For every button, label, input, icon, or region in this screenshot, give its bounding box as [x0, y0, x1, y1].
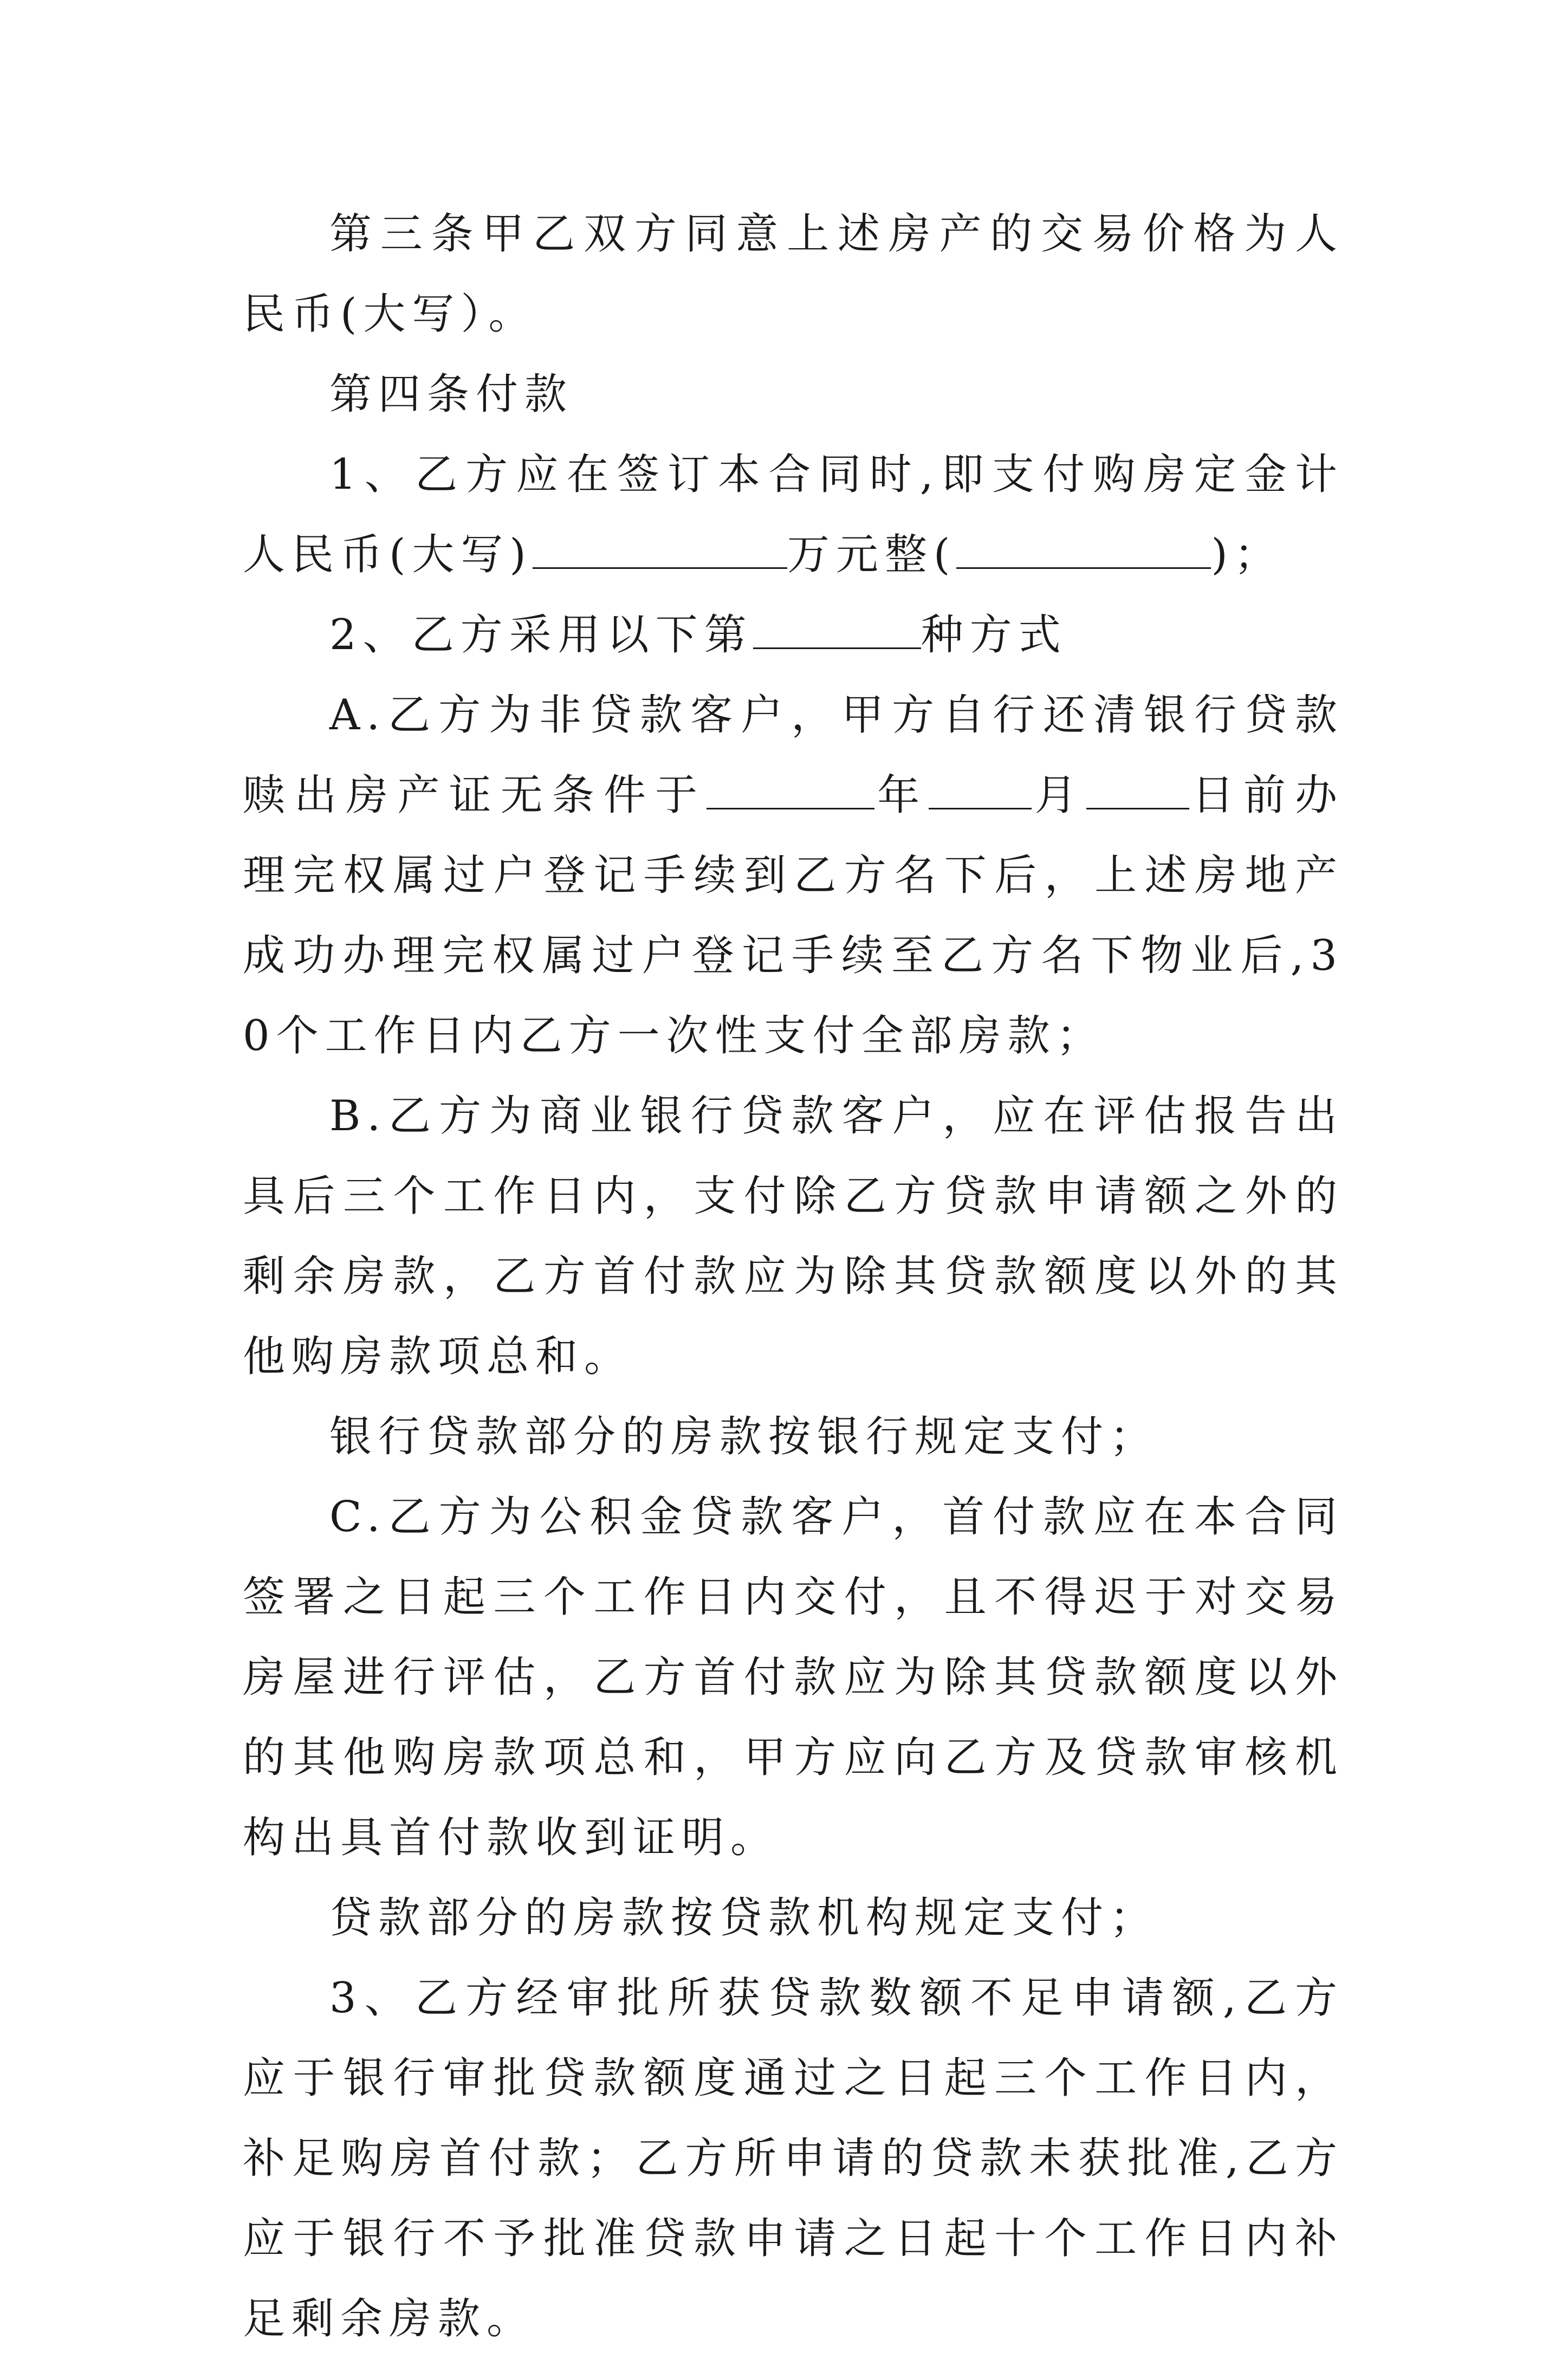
item-1-text-mid: 万元整( — [787, 530, 957, 579]
article-4-heading — [243, 354, 1344, 435]
item-3-text: 3、乙方经审批所获贷款数额不足申请额,乙方应于银行审批贷款额度通过之日起三个工作日内，补足购房首付款；乙方所申请的贷款未获批准,乙方应于银行不予批准贷款申请之日起十个工作日内补足剩余房款。 — [243, 1974, 1344, 2343]
month-blank — [929, 770, 1032, 809]
option-a-paragraph — [243, 675, 1344, 1076]
payment-method-blank — [753, 610, 921, 649]
deposit-amount-numeric-blank — [956, 529, 1211, 569]
option-a-text-start: A.乙方为非贷款客户，甲方自行还清银行贷款赎出房产证无条件于 — [243, 691, 1344, 820]
item-1-text-start: 1、乙方应在签订本合同时,即支付购房定金计人民币(大写) — [243, 450, 1344, 579]
item-1-text-end: )； — [1211, 530, 1283, 579]
month-label: 月 — [1032, 771, 1086, 820]
document-page — [243, 194, 1344, 2359]
deposit-amount-blank — [533, 529, 787, 569]
item-3-paragraph — [243, 1958, 1344, 2359]
option-b-paragraph — [243, 1076, 1344, 1397]
article-3-paragraph — [243, 194, 1344, 354]
item-2-text-start: 2、乙方采用以下第 — [329, 611, 753, 659]
article-3-text: 第三条甲乙双方同意上述房产的交易价格为人民币(大写）。 — [243, 210, 1344, 339]
option-c-note — [243, 1878, 1344, 1958]
item-2-text-end: 种方式 — [921, 611, 1067, 659]
year-label: 年 — [874, 771, 929, 820]
article-4-title: 第四条付款 — [329, 370, 574, 419]
item-2-paragraph — [243, 595, 1344, 675]
option-c-paragraph — [243, 1477, 1344, 1878]
option-b-note — [243, 1397, 1344, 1477]
option-c-note-text: 贷款部分的房款按贷款机构规定支付； — [329, 1894, 1159, 1942]
option-c-text: C.乙方为公积金贷款客户，首付款应在本合同签署之日起三个工作日内交付，且不得迟于对交易房屋进行评估，乙方首付款应为除其贷款额度以外的其他购房款项总和，甲方应向乙方及贷款审核机构出具首付款收到证明。 — [243, 1493, 1344, 1862]
item-1-paragraph — [243, 435, 1344, 595]
option-a-text-end: 日前办理完权属过户登记手续到乙方名下后，上述房地产成功办理完权属过户登记手续至乙方名下物业后,30个工作日内乙方一次性支付全部房款； — [243, 771, 1344, 1060]
option-b-note-text: 银行贷款部分的房款按银行规定支付； — [329, 1412, 1159, 1461]
option-b-text: B.乙方为商业银行贷款客户，应在评估报告出具后三个工作日内，支付除乙方贷款申请额之外的剩余房款，乙方首付款应为除其贷款额度以外的其他购房款项总和。 — [243, 1092, 1344, 1381]
year-blank — [707, 770, 874, 809]
day-blank — [1086, 770, 1189, 809]
